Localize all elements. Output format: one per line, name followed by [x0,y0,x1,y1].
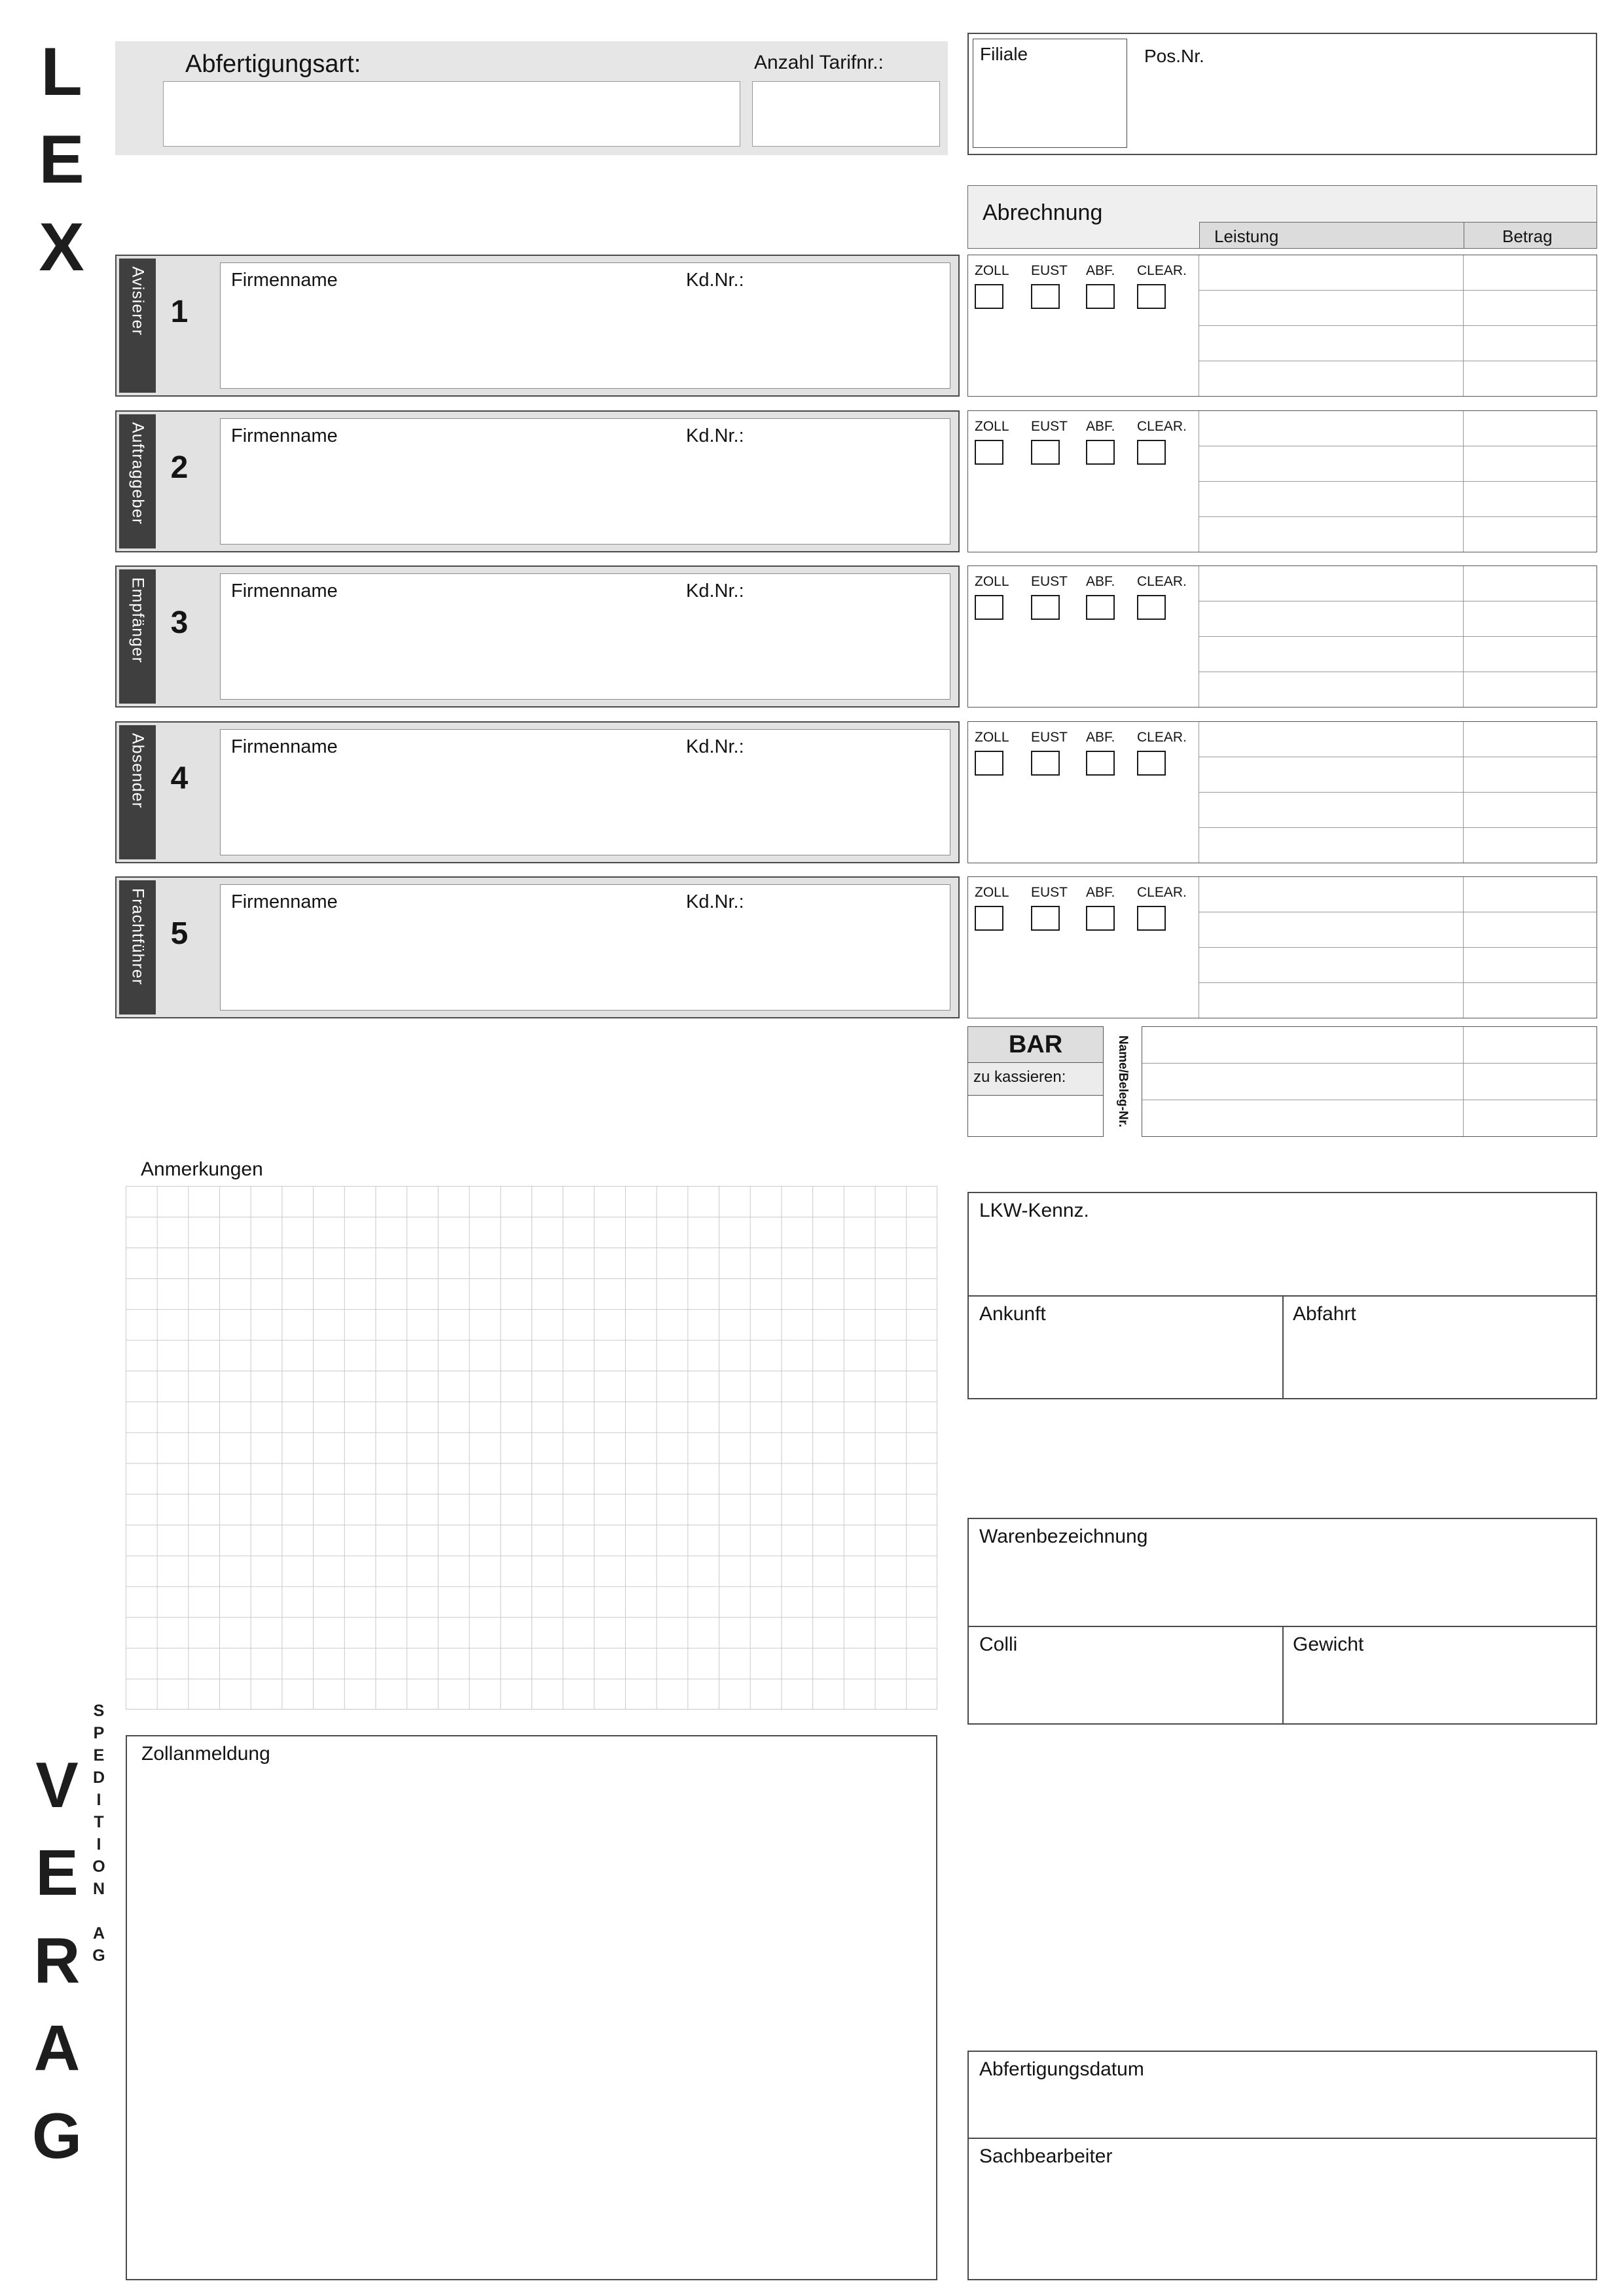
betrag-cell[interactable] [1463,637,1597,672]
role-label: Avisierer [128,266,147,336]
lkw-box [967,1192,1597,1399]
table-row [1199,517,1597,552]
betrag-cell[interactable] [1463,446,1597,481]
abrechnung-block-2 [967,410,1597,552]
leistung-cell[interactable] [1199,517,1463,552]
party-number: 5 [170,916,189,951]
table-row [1199,446,1597,482]
table-row [1199,793,1597,828]
role-bar [119,414,156,548]
abfahrt-label: Abfahrt [1293,1303,1356,1325]
table-row [1199,291,1597,326]
role-bar [119,880,156,1014]
sachbearbeiter-cell[interactable] [969,2138,1596,2279]
kdnr-label: Kd.Nr.: [686,581,744,601]
betrag-cell[interactable] [1463,757,1597,792]
table-row [1142,1027,1597,1064]
party-field-box[interactable] [220,262,950,389]
table-row [1199,757,1597,793]
firmenname-label: Firmenname [231,270,338,291]
table-row [1199,672,1597,707]
zoll-checkbox-group [975,263,1032,309]
zoll-checkbox[interactable] [975,440,1003,465]
leistung-betrag-header [1199,222,1597,248]
zoll-checkbox[interactable] [975,595,1003,620]
party-number: 2 [170,450,189,485]
eust-checkbox-group [1031,419,1089,465]
table-row [1199,482,1597,517]
abf-label: ABF. [1086,574,1115,589]
abf-label: ABF. [1086,419,1115,434]
abf-checkbox[interactable] [1086,440,1115,465]
abf-label: ABF. [1086,263,1115,278]
eust-checkbox[interactable] [1031,595,1060,620]
spedition-ag-logo-text: SPEDITION AG [90,1702,108,1969]
party-block-auftraggeber [115,410,960,552]
abfertigungsart-input[interactable] [163,81,740,147]
betrag-cell[interactable] [1463,793,1597,827]
bar-table [1142,1026,1597,1137]
zoll-checkbox[interactable] [975,751,1003,776]
abrechnung-header [967,185,1597,249]
clear-checkbox[interactable] [1137,284,1166,309]
clear-label: CLEAR. [1137,419,1187,434]
leistung-cell[interactable] [1199,912,1463,947]
table-row [1142,1064,1597,1100]
betrag-cell[interactable] [1463,601,1597,636]
betrag-cell[interactable] [1463,291,1597,325]
abf-checkbox-group [1086,574,1144,620]
zoll-checkbox-group [975,730,1032,776]
eust-label: EUST [1031,885,1068,900]
abf-checkbox-group [1086,730,1144,776]
zoll-checkbox-group [975,419,1032,465]
abfertigung-box [967,2051,1597,2280]
abf-checkbox[interactable] [1086,751,1115,776]
firmenname-label: Firmenname [231,736,338,757]
lex-logo: LEX [24,34,99,297]
eust-label: EUST [1031,419,1068,434]
betrag-cell[interactable] [1463,983,1597,1018]
party-block-avisierer [115,255,960,397]
posnr-label: Pos.Nr. [1144,46,1204,66]
firmenname-label: Firmenname [231,425,338,446]
clear-checkbox[interactable] [1137,751,1166,776]
eust-checkbox-group [1031,263,1089,309]
eust-checkbox[interactable] [1031,284,1060,309]
eust-checkbox[interactable] [1031,440,1060,465]
betrag-cell[interactable] [1463,482,1597,516]
zoll-checkbox[interactable] [975,906,1003,931]
table-row [1199,912,1597,948]
betrag-cell[interactable] [1463,1064,1597,1100]
filiale-cell[interactable] [973,39,1127,148]
anmerkungen-label: Anmerkungen [141,1158,263,1180]
table-row [1142,1100,1597,1136]
lkw-kennz-label: LKW-Kennz. [979,1200,1089,1221]
betrag-cell[interactable] [1463,828,1597,863]
abrechnung-block-3 [967,565,1597,708]
role-label: Auftraggeber [128,422,147,525]
clear-checkbox-group [1137,419,1195,465]
warenbezeichnung-label: Warenbezeichnung [979,1526,1148,1547]
leistung-cell[interactable] [1199,601,1463,636]
party-field-box[interactable] [220,884,950,1011]
clear-label: CLEAR. [1137,574,1187,589]
eust-label: EUST [1031,263,1068,278]
ankunft-cell[interactable] [969,1295,1282,1398]
zoll-label: ZOLL [975,419,1009,434]
table-row [1199,722,1597,757]
leistung-cell[interactable] [1199,828,1463,863]
role-label: Empfänger [128,577,147,664]
leistung-cell[interactable] [1199,637,1463,672]
table-row [1199,828,1597,863]
betrag-cell[interactable] [1463,672,1597,707]
filiale-label: Filiale [980,44,1028,64]
leistung-cell[interactable] [1199,877,1463,912]
role-bar [119,725,156,859]
firmenname-label: Firmenname [231,581,338,601]
table-row [1199,411,1597,446]
clear-checkbox[interactable] [1137,440,1166,465]
leistung-cell[interactable] [1199,411,1463,446]
name-beleg-nr-label-box [1104,1026,1142,1137]
clear-label: CLEAR. [1137,263,1187,278]
party-block-empfaenger [115,565,960,708]
leistung-cell[interactable] [1199,291,1463,325]
filiale-posnr-box[interactable] [967,33,1597,155]
eust-label: EUST [1031,730,1068,745]
role-bar [119,569,156,704]
zu-kassieren-label: zu kassieren: [968,1063,1103,1096]
name-beleg-cell[interactable] [1142,1064,1463,1100]
leistung-cell[interactable] [1199,255,1463,290]
anzahl-tarifnr-label: Anzahl Tarifnr.: [754,52,884,73]
abf-label: ABF. [1086,885,1115,900]
kdnr-label: Kd.Nr.: [686,736,744,757]
betrag-cell[interactable] [1463,912,1597,947]
table-row [1199,877,1597,912]
table-row [1199,948,1597,983]
leistung-label: Leistung [1214,226,1279,246]
clear-checkbox[interactable] [1137,595,1166,620]
leistung-betrag-table [1199,411,1597,552]
betrag-cell[interactable] [1463,255,1597,290]
abfertigungsart-label: Abfertigungsart: [185,50,361,78]
zoll-checkbox[interactable] [975,284,1003,309]
clear-checkbox[interactable] [1137,906,1166,931]
party-number: 3 [170,605,189,640]
betrag-cell[interactable] [1463,411,1597,446]
verag-logo: VERAG [21,1749,93,2187]
table-row [1199,566,1597,601]
bar-box [967,1026,1104,1137]
role-bar [119,259,156,393]
leistung-cell[interactable] [1199,948,1463,982]
eust-checkbox[interactable] [1031,751,1060,776]
zoll-label: ZOLL [975,730,1009,745]
firmenname-label: Firmenname [231,891,338,912]
leistung-cell[interactable] [1199,482,1463,516]
leistung-cell[interactable] [1199,446,1463,481]
leistung-cell[interactable] [1199,672,1463,707]
kdnr-label: Kd.Nr.: [686,270,744,291]
party-block-frachtfuehrer [115,876,960,1018]
party-block-absender [115,721,960,863]
table-row [1199,983,1597,1018]
eust-checkbox-group [1031,574,1089,620]
zoll-checkbox-group [975,885,1032,931]
bar-amount-cell[interactable] [968,1096,1103,1136]
leistung-betrag-table [1199,877,1597,1018]
anzahl-tarifnr-input[interactable] [752,81,940,147]
party-field-box[interactable] [220,729,950,855]
zoll-label: ZOLL [975,885,1009,900]
kdnr-label: Kd.Nr.: [686,891,744,912]
leistung-betrag-table [1199,255,1597,396]
sachbearbeiter-label: Sachbearbeiter [979,2145,1113,2167]
role-label: Frachtführer [128,888,147,986]
betrag-cell[interactable] [1463,566,1597,601]
party-field-box[interactable] [220,573,950,700]
abfertigungsdatum-label: Abfertigungsdatum [979,2058,1144,2080]
eust-checkbox[interactable] [1031,906,1060,931]
leistung-betrag-table [1199,722,1597,863]
table-row [1199,326,1597,361]
abrechnung-title: Abrechnung [983,200,1103,225]
leistung-betrag-table [1199,566,1597,707]
abf-label: ABF. [1086,730,1115,745]
eust-checkbox-group [1031,885,1089,931]
name-beleg-cell[interactable] [1142,1100,1463,1136]
zoll-checkbox-group [975,574,1032,620]
abf-checkbox-group [1086,885,1144,931]
betrag-cell[interactable] [1463,877,1597,912]
betrag-label: Betrag [1502,226,1553,246]
table-row [1199,601,1597,637]
zollanmeldung-box[interactable] [126,1735,937,2280]
betrag-cell[interactable] [1463,1100,1597,1136]
betrag-cell[interactable] [1463,722,1597,757]
clear-checkbox-group [1137,730,1195,776]
abf-checkbox-group [1086,419,1144,465]
leistung-cell[interactable] [1199,793,1463,827]
clear-label: CLEAR. [1137,885,1187,900]
name-beleg-cell[interactable] [1142,1027,1463,1063]
table-row [1199,255,1597,291]
clear-checkbox-group [1137,263,1195,309]
abfahrt-cell[interactable] [1282,1295,1596,1398]
table-row [1199,361,1597,396]
leistung-cell[interactable] [1199,326,1463,361]
ankunft-label: Ankunft [979,1303,1046,1325]
party-number: 1 [170,295,189,329]
eust-checkbox-group [1031,730,1089,776]
warenbezeichnung-box [967,1518,1597,1725]
colli-label: Colli [979,1634,1018,1655]
colli-cell[interactable] [969,1626,1282,1723]
betrag-cell[interactable] [1463,517,1597,552]
anmerkungen-grid[interactable] [126,1186,937,1710]
leistung-cell[interactable] [1199,722,1463,757]
abrechnung-block-1 [967,255,1597,397]
abf-checkbox[interactable] [1086,906,1115,931]
party-number: 4 [170,761,189,796]
abf-checkbox[interactable] [1086,284,1115,309]
table-row [1199,637,1597,672]
abf-checkbox[interactable] [1086,595,1115,620]
warenbezeichnung-cell[interactable] [969,1519,1596,1626]
abrechnung-block-5 [967,876,1597,1018]
betrag-cell[interactable] [1463,361,1597,396]
bar-title: BAR [968,1027,1103,1063]
gewicht-label: Gewicht [1293,1634,1364,1655]
eust-label: EUST [1031,574,1068,589]
party-field-box[interactable] [220,418,950,545]
abfertigungsdatum-cell[interactable] [969,2052,1596,2138]
abrechnung-block-4 [967,721,1597,863]
zoll-label: ZOLL [975,263,1009,278]
clear-checkbox-group [1137,885,1195,931]
betrag-cell[interactable] [1463,326,1597,361]
betrag-cell[interactable] [1463,948,1597,982]
zollanmeldung-label: Zollanmeldung [141,1743,270,1765]
role-label: Absender [128,733,147,809]
abf-checkbox-group [1086,263,1144,309]
zoll-label: ZOLL [975,574,1009,589]
kdnr-label: Kd.Nr.: [686,425,744,446]
leistung-cell[interactable] [1199,361,1463,396]
clear-checkbox-group [1137,574,1195,620]
clear-label: CLEAR. [1137,730,1187,745]
leistung-cell[interactable] [1199,566,1463,601]
betrag-cell[interactable] [1463,1027,1597,1063]
name-beleg-nr-label: Name/Beleg-Nr. [1116,1035,1130,1128]
gewicht-cell[interactable] [1282,1626,1596,1723]
leistung-cell[interactable] [1199,983,1463,1018]
lkw-kennz-cell[interactable] [969,1193,1596,1295]
leistung-cell[interactable] [1199,757,1463,792]
